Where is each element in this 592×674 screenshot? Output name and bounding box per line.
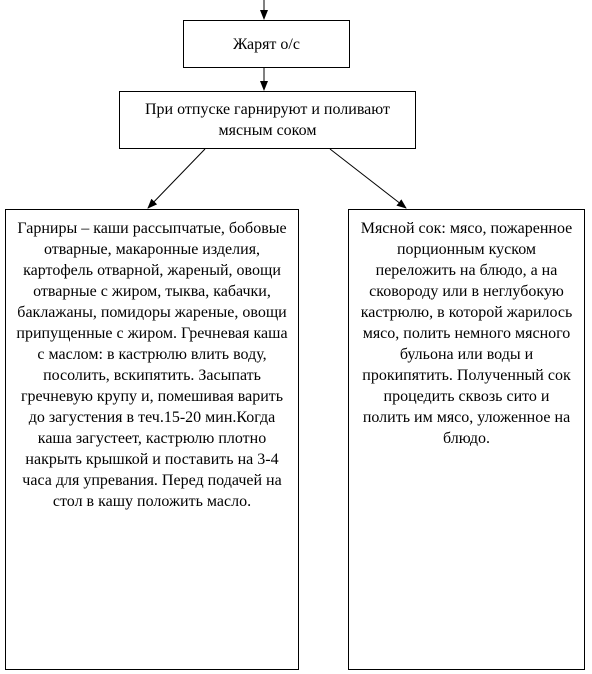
- arrow-serve-to-garnish: [148, 149, 205, 208]
- node-fry: [183, 20, 350, 68]
- node-garnish-text: Гарниры – каши рассыпчатые, бобовые отварные, макаронные изделия, картофель отварной, жареный, овощи отварные с жиром, тыква, кабачки, баклажаны, помидоры жареные, овощи припущенные с жиром. Гречневая каша с маслом: в кастрюлю влить воду, посолить, вскипятить. Засыпать гречневую крупу и, помешивая варить до загустения в теч.15-20 мин.Когда каша загустеет, кастрюлю плотно накрыть крышкой и поставить на 3-4 часа для упревания. Перед подачей на стол в кашу положить масло.: [16, 220, 288, 510]
- node-serve-text: При отпуске гарнируют и поливают мясным соком: [145, 101, 390, 139]
- node-meat-juice: [348, 209, 585, 670]
- arrow-serve-to-sauce: [330, 149, 406, 208]
- node-fry-text: Жарят о/с: [233, 35, 300, 53]
- node-garnish: [5, 209, 299, 670]
- node-serve: [119, 91, 416, 149]
- node-meat-juice-text: Мясной сок: мясо, пожаренное порционным куском переложить на блюдо, а на сковороду или в неглубокую кастрюлю, в которой жарилось мясо, полить немного мясного бульона или воды и прокипятить. Полученный сок процедить сквозь сито и полить им мясо, уложенное на блюдо.: [360, 220, 573, 447]
